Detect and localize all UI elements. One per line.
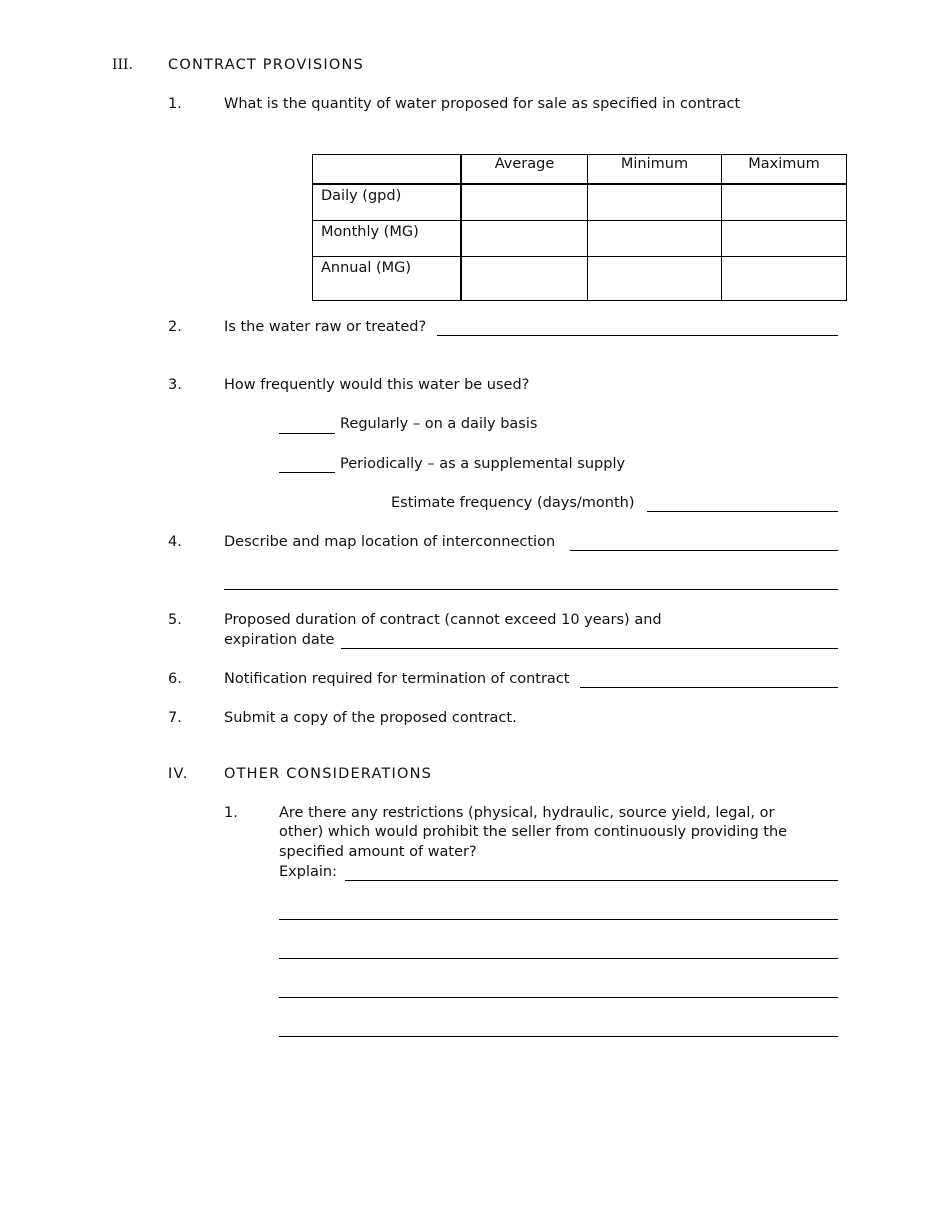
- expiration-date-field[interactable]: [341, 632, 838, 649]
- water-type-field[interactable]: [437, 319, 838, 336]
- table-row: [313, 257, 847, 301]
- interconnection-location-field[interactable]: [570, 534, 838, 551]
- question-number: 1.: [168, 96, 182, 112]
- question-text-line-1: Are there any restrictions (physical, hydraulic, source yield, legal, or: [279, 805, 775, 821]
- estimate-frequency-label: Estimate frequency (days/month): [391, 495, 635, 511]
- option-periodically-label: Periodically – as a supplemental supply: [340, 456, 626, 472]
- row-label-monthly: Monthly (MG): [313, 221, 462, 257]
- question-number: 7.: [168, 710, 182, 726]
- annual-minimum-cell[interactable]: [588, 257, 722, 301]
- explain-line-2[interactable]: [279, 919, 838, 920]
- row-label-daily: Daily (gpd): [313, 184, 462, 221]
- table-header-blank: [313, 155, 462, 185]
- table-row: [313, 221, 847, 257]
- water-quantity-table: [312, 154, 847, 301]
- monthly-average-cell[interactable]: [461, 221, 588, 257]
- section-numeral: III.: [112, 57, 134, 73]
- question-text: Describe and map location of interconnection: [224, 534, 556, 550]
- daily-average-cell[interactable]: [461, 184, 588, 221]
- daily-minimum-cell[interactable]: [588, 184, 722, 221]
- question-text: Submit a copy of the proposed contract.: [224, 710, 517, 726]
- question-text-line-3: specified amount of water?: [279, 844, 477, 860]
- monthly-maximum-cell[interactable]: [722, 221, 847, 257]
- periodically-checkbox-line[interactable]: [279, 472, 335, 473]
- question-text-continued: expiration date: [224, 632, 335, 648]
- question-number: 1.: [224, 805, 238, 821]
- explain-line-4[interactable]: [279, 997, 838, 998]
- question-text: Is the water raw or treated?: [224, 319, 427, 335]
- question-number: 4.: [168, 534, 182, 550]
- question-number: 3.: [168, 377, 182, 393]
- question-text: Notification required for termination of contract: [224, 671, 570, 687]
- section-numeral: IV.: [168, 766, 189, 782]
- annual-average-cell[interactable]: [461, 257, 588, 301]
- termination-notification-field[interactable]: [580, 671, 838, 688]
- interconnection-location-line-2[interactable]: [224, 589, 838, 590]
- explain-line-3[interactable]: [279, 958, 838, 959]
- table-header-average: Average: [461, 155, 588, 185]
- question-text: Proposed duration of contract (cannot exceed 10 years) and: [224, 612, 662, 628]
- table-row: [313, 184, 847, 221]
- question-text: How frequently would this water be used?: [224, 377, 530, 393]
- question-number: 2.: [168, 319, 182, 335]
- question-number: 6.: [168, 671, 182, 687]
- table-header-minimum: Minimum: [588, 155, 722, 185]
- explain-label: Explain:: [279, 864, 337, 880]
- section-title: CONTRACT PROVISIONS: [168, 57, 364, 73]
- regularly-checkbox-line[interactable]: [279, 433, 335, 434]
- section-title: OTHER CONSIDERATIONS: [224, 766, 433, 782]
- question-text-line-2: other) which would prohibit the seller from continuously providing the: [279, 824, 788, 840]
- explain-field[interactable]: [345, 864, 838, 881]
- daily-maximum-cell[interactable]: [722, 184, 847, 221]
- table-header-maximum: Maximum: [722, 155, 847, 185]
- question-number: 5.: [168, 612, 182, 628]
- annual-maximum-cell[interactable]: [722, 257, 847, 301]
- question-text: What is the quantity of water proposed for sale as specified in contract: [224, 96, 741, 112]
- option-regularly-label: Regularly – on a daily basis: [340, 416, 538, 432]
- row-label-annual: Annual (MG): [313, 257, 462, 301]
- estimate-frequency-field[interactable]: [647, 495, 838, 512]
- explain-line-5[interactable]: [279, 1036, 838, 1037]
- monthly-minimum-cell[interactable]: [588, 221, 722, 257]
